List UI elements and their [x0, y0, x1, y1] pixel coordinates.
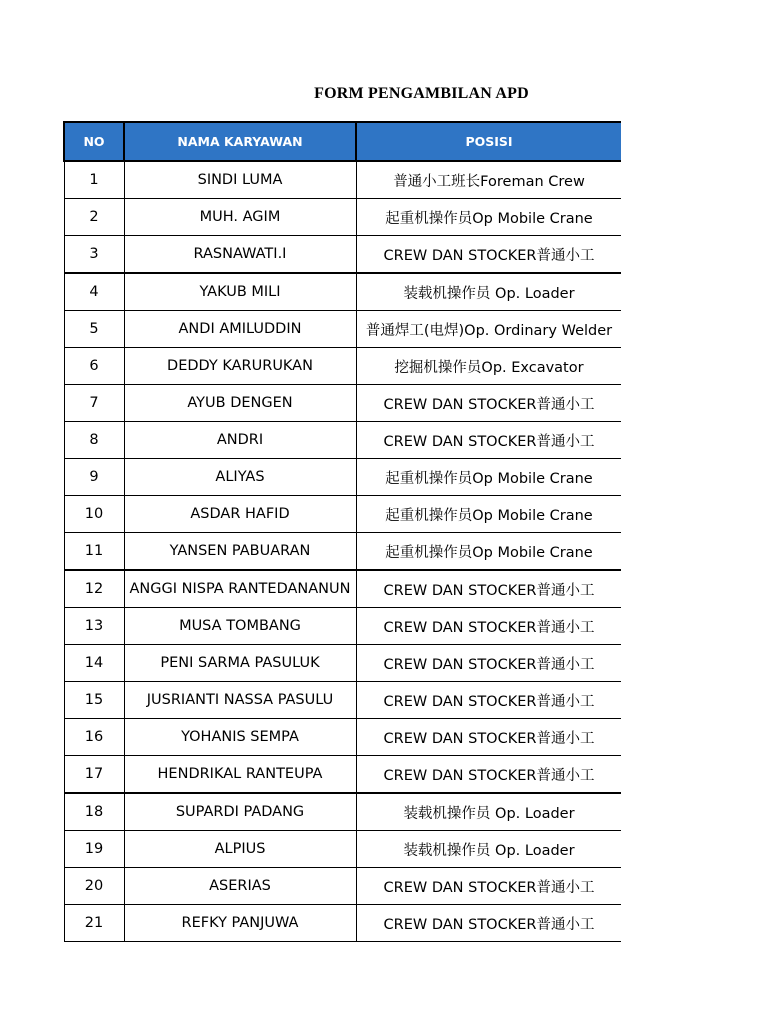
cell-no: 9	[64, 459, 124, 496]
cell-no: 8	[64, 422, 124, 459]
table-row	[64, 311, 621, 348]
table-row	[64, 905, 621, 942]
cell-no: 6	[64, 348, 124, 385]
cell-no: 11	[64, 533, 124, 571]
cell-no: 3	[64, 236, 124, 274]
table-row	[64, 608, 621, 645]
cell-position: 普通焊工(电焊)Op. Ordinary Welder	[356, 311, 621, 348]
cell-name: MUSA TOMBANG	[124, 608, 356, 645]
table-row	[64, 459, 621, 496]
cell-position: CREW DAN STOCKER普通小工	[356, 905, 621, 942]
table-body	[64, 161, 621, 942]
cell-name: ALPIUS	[124, 831, 356, 868]
table-row	[64, 496, 621, 533]
form-title: FORM PENGAMBILAN APD	[314, 85, 529, 102]
table-row	[64, 199, 621, 236]
cell-position: 起重机操作员Op Mobile Crane	[356, 199, 621, 236]
cell-position: CREW DAN STOCKER普通小工	[356, 608, 621, 645]
cell-name: ANGGI NISPA RANTEDANANUN	[124, 570, 356, 608]
cell-no: 16	[64, 719, 124, 756]
cell-position: 起重机操作员Op Mobile Crane	[356, 459, 621, 496]
cell-position: CREW DAN STOCKER普通小工	[356, 645, 621, 682]
cell-no: 20	[64, 868, 124, 905]
cell-position: 挖掘机操作员Op. Excavator	[356, 348, 621, 385]
table-row	[64, 756, 621, 794]
cell-no: 2	[64, 199, 124, 236]
table-row	[64, 348, 621, 385]
table-row	[64, 422, 621, 459]
cell-position: CREW DAN STOCKER普通小工	[356, 756, 621, 794]
cell-no: 13	[64, 608, 124, 645]
cell-position: CREW DAN STOCKER普通小工	[356, 570, 621, 608]
cell-no: 18	[64, 793, 124, 831]
cell-position: 起重机操作员Op Mobile Crane	[356, 496, 621, 533]
cell-no: 21	[64, 905, 124, 942]
cell-name: YAKUB MILI	[124, 273, 356, 311]
cell-name: HENDRIKAL RANTEUPA	[124, 756, 356, 794]
table-row	[64, 236, 621, 274]
cell-name: ANDI AMILUDDIN	[124, 311, 356, 348]
apd-table-container	[63, 121, 621, 943]
table-row	[64, 273, 621, 311]
cell-name: SUPARDI PADANG	[124, 793, 356, 831]
table-row	[64, 719, 621, 756]
cell-position: CREW DAN STOCKER普通小工	[356, 868, 621, 905]
column-header-name: NAMA KARYAWAN	[124, 122, 356, 161]
cell-no: 14	[64, 645, 124, 682]
cell-name: SINDI LUMA	[124, 161, 356, 199]
table-row	[64, 793, 621, 831]
table-row	[64, 682, 621, 719]
table-row	[64, 385, 621, 422]
cell-name: AYUB DENGEN	[124, 385, 356, 422]
table-row	[64, 645, 621, 682]
cell-name: YANSEN PABUARAN	[124, 533, 356, 571]
cell-no: 15	[64, 682, 124, 719]
cell-name: REFKY PANJUWA	[124, 905, 356, 942]
cell-position: 起重机操作员Op Mobile Crane	[356, 533, 621, 571]
cell-position: 装载机操作员 Op. Loader	[356, 831, 621, 868]
table-row	[64, 533, 621, 571]
cell-name: MUH. AGIM	[124, 199, 356, 236]
cell-position: CREW DAN STOCKER普通小工	[356, 719, 621, 756]
cell-position: CREW DAN STOCKER普通小工	[356, 422, 621, 459]
cell-position: CREW DAN STOCKER普通小工	[356, 682, 621, 719]
cell-no: 5	[64, 311, 124, 348]
cell-no: 1	[64, 161, 124, 199]
cell-position: 装载机操作员 Op. Loader	[356, 273, 621, 311]
table-row	[64, 831, 621, 868]
cell-position: 普通小工班长Foreman Crew	[356, 161, 621, 199]
cell-name: DEDDY KARURUKAN	[124, 348, 356, 385]
cell-no: 17	[64, 756, 124, 794]
cell-no: 12	[64, 570, 124, 608]
cell-name: ASERIAS	[124, 868, 356, 905]
apd-table	[63, 121, 621, 942]
cell-name: ANDRI	[124, 422, 356, 459]
cell-no: 10	[64, 496, 124, 533]
table-row	[64, 868, 621, 905]
cell-name: PENI SARMA PASULUK	[124, 645, 356, 682]
cell-position: CREW DAN STOCKER普通小工	[356, 385, 621, 422]
cell-no: 7	[64, 385, 124, 422]
column-header-no: NO	[64, 122, 124, 161]
cell-name: ASDAR HAFID	[124, 496, 356, 533]
table-row	[64, 570, 621, 608]
table-header-row	[64, 122, 621, 161]
table-row	[64, 161, 621, 199]
column-header-position: POSISI	[356, 122, 621, 161]
cell-position: CREW DAN STOCKER普通小工	[356, 236, 621, 274]
cell-name: YOHANIS SEMPA	[124, 719, 356, 756]
cell-no: 19	[64, 831, 124, 868]
cell-name: ALIYAS	[124, 459, 356, 496]
cell-name: JUSRIANTI NASSA PASULU	[124, 682, 356, 719]
cell-name: RASNAWATI.I	[124, 236, 356, 274]
cell-no: 4	[64, 273, 124, 311]
cell-position: 装载机操作员 Op. Loader	[356, 793, 621, 831]
